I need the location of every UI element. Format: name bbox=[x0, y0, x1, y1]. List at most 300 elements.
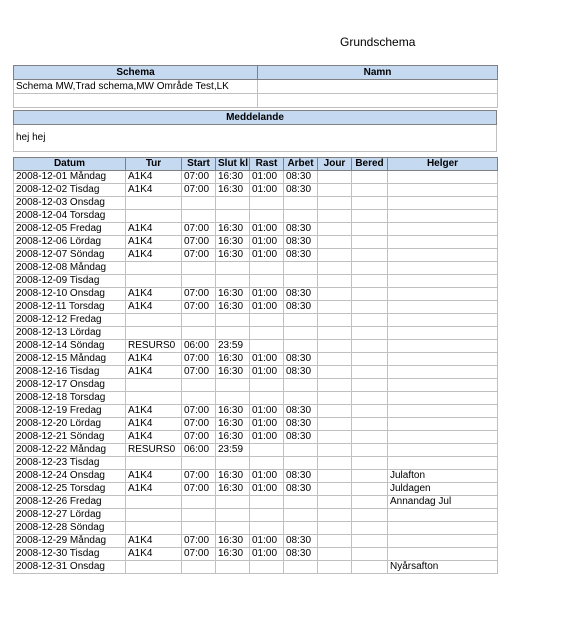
table-row bbox=[14, 184, 498, 197]
cell-start: 06:00 bbox=[182, 444, 216, 457]
table-row bbox=[14, 379, 498, 392]
cell-tur: A1K4 bbox=[126, 405, 182, 418]
cell-start: 07:00 bbox=[182, 171, 216, 184]
cell-jour bbox=[318, 223, 352, 236]
table-row bbox=[14, 496, 498, 509]
cell-slut: 16:30 bbox=[216, 288, 250, 301]
table-row bbox=[14, 236, 498, 249]
cell-tur: A1K4 bbox=[126, 535, 182, 548]
cell-datum: 2008-12-14 Söndag bbox=[14, 340, 126, 353]
cell-arbet bbox=[284, 210, 318, 223]
cell-bered bbox=[352, 236, 388, 249]
cell-arbet: 08:30 bbox=[284, 236, 318, 249]
cell-jour bbox=[318, 210, 352, 223]
schema-header: Schema bbox=[14, 66, 258, 80]
cell-bered bbox=[352, 470, 388, 483]
cell-slut bbox=[216, 457, 250, 470]
cell-arbet: 08:30 bbox=[284, 470, 318, 483]
table-row bbox=[14, 405, 498, 418]
cell-bered bbox=[352, 535, 388, 548]
table-row bbox=[14, 444, 498, 457]
cell-tur: A1K4 bbox=[126, 171, 182, 184]
cell-bered bbox=[352, 288, 388, 301]
cell-tur bbox=[126, 210, 182, 223]
cell-helger bbox=[388, 392, 498, 405]
schema-table bbox=[13, 65, 498, 108]
cell-jour bbox=[318, 457, 352, 470]
cell-tur bbox=[126, 327, 182, 340]
cell-rast: 01:00 bbox=[250, 431, 284, 444]
column-header-rast: Rast bbox=[250, 158, 284, 171]
cell-bered bbox=[352, 457, 388, 470]
cell-helger bbox=[388, 340, 498, 353]
cell-rast: 01:00 bbox=[250, 405, 284, 418]
cell-arbet: 08:30 bbox=[284, 548, 318, 561]
table-row bbox=[14, 418, 498, 431]
table-row bbox=[14, 301, 498, 314]
cell-start bbox=[182, 197, 216, 210]
cell-helger: Julafton bbox=[388, 470, 498, 483]
cell-rast bbox=[250, 444, 284, 457]
cell-arbet bbox=[284, 327, 318, 340]
table-row bbox=[14, 366, 498, 379]
cell-datum: 2008-12-27 Lördag bbox=[14, 509, 126, 522]
cell-bered bbox=[352, 496, 388, 509]
column-header-start: Start bbox=[182, 158, 216, 171]
cell-bered bbox=[352, 431, 388, 444]
cell-slut: 16:30 bbox=[216, 236, 250, 249]
cell-helger bbox=[388, 535, 498, 548]
cell-helger bbox=[388, 418, 498, 431]
cell-datum: 2008-12-23 Tisdag bbox=[14, 457, 126, 470]
cell-helger bbox=[388, 509, 498, 522]
cell-arbet: 08:30 bbox=[284, 418, 318, 431]
cell-start bbox=[182, 210, 216, 223]
cell-helger bbox=[388, 223, 498, 236]
cell-arbet: 08:30 bbox=[284, 353, 318, 366]
cell-tur: A1K4 bbox=[126, 431, 182, 444]
table-row bbox=[14, 327, 498, 340]
namn-header: Namn bbox=[258, 66, 498, 80]
cell-slut: 16:30 bbox=[216, 418, 250, 431]
cell-start bbox=[182, 509, 216, 522]
cell-bered bbox=[352, 314, 388, 327]
column-header-jour: Jour bbox=[318, 158, 352, 171]
table-row bbox=[14, 171, 498, 184]
cell-slut: 16:30 bbox=[216, 301, 250, 314]
table-row bbox=[14, 561, 498, 574]
cell-rast bbox=[250, 275, 284, 288]
namn-empty-cell bbox=[258, 94, 498, 108]
cell-helger: Juldagen bbox=[388, 483, 498, 496]
cell-slut: 16:30 bbox=[216, 548, 250, 561]
cell-slut bbox=[216, 327, 250, 340]
cell-datum: 2008-12-31 Onsdag bbox=[14, 561, 126, 574]
cell-arbet bbox=[284, 561, 318, 574]
cell-tur bbox=[126, 379, 182, 392]
cell-tur: A1K4 bbox=[126, 483, 182, 496]
cell-tur: A1K4 bbox=[126, 184, 182, 197]
cell-datum: 2008-12-07 Söndag bbox=[14, 249, 126, 262]
cell-jour bbox=[318, 249, 352, 262]
cell-arbet: 08:30 bbox=[284, 184, 318, 197]
cell-rast: 01:00 bbox=[250, 249, 284, 262]
cell-slut bbox=[216, 275, 250, 288]
cell-helger bbox=[388, 262, 498, 275]
cell-datum: 2008-12-20 Lördag bbox=[14, 418, 126, 431]
cell-tur: A1K4 bbox=[126, 470, 182, 483]
cell-jour bbox=[318, 327, 352, 340]
cell-bered bbox=[352, 353, 388, 366]
cell-jour bbox=[318, 353, 352, 366]
cell-bered bbox=[352, 405, 388, 418]
cell-helger: Nyårsafton bbox=[388, 561, 498, 574]
schedule-body bbox=[14, 171, 498, 574]
cell-start bbox=[182, 275, 216, 288]
cell-rast bbox=[250, 509, 284, 522]
cell-start: 07:00 bbox=[182, 483, 216, 496]
cell-rast bbox=[250, 314, 284, 327]
cell-jour bbox=[318, 275, 352, 288]
cell-datum: 2008-12-10 Onsdag bbox=[14, 288, 126, 301]
cell-tur bbox=[126, 197, 182, 210]
cell-jour bbox=[318, 522, 352, 535]
cell-rast: 01:00 bbox=[250, 171, 284, 184]
cell-helger bbox=[388, 405, 498, 418]
cell-bered bbox=[352, 275, 388, 288]
cell-start bbox=[182, 379, 216, 392]
cell-slut bbox=[216, 314, 250, 327]
cell-datum: 2008-12-01 Måndag bbox=[14, 171, 126, 184]
cell-rast bbox=[250, 379, 284, 392]
cell-bered bbox=[352, 444, 388, 457]
cell-bered bbox=[352, 340, 388, 353]
cell-jour bbox=[318, 535, 352, 548]
cell-slut bbox=[216, 561, 250, 574]
schedule-header-row bbox=[14, 158, 498, 171]
cell-datum: 2008-12-24 Onsdag bbox=[14, 470, 126, 483]
cell-datum: 2008-12-29 Måndag bbox=[14, 535, 126, 548]
cell-bered bbox=[352, 249, 388, 262]
cell-bered bbox=[352, 418, 388, 431]
cell-jour bbox=[318, 561, 352, 574]
cell-start: 07:00 bbox=[182, 249, 216, 262]
cell-jour bbox=[318, 379, 352, 392]
cell-arbet: 08:30 bbox=[284, 223, 318, 236]
cell-rast: 01:00 bbox=[250, 288, 284, 301]
cell-tur bbox=[126, 561, 182, 574]
cell-rast: 01:00 bbox=[250, 366, 284, 379]
cell-rast bbox=[250, 561, 284, 574]
cell-arbet: 08:30 bbox=[284, 366, 318, 379]
cell-datum: 2008-12-05 Fredag bbox=[14, 223, 126, 236]
cell-arbet bbox=[284, 496, 318, 509]
cell-tur bbox=[126, 522, 182, 535]
cell-tur bbox=[126, 275, 182, 288]
cell-rast: 01:00 bbox=[250, 353, 284, 366]
cell-datum: 2008-12-06 Lördag bbox=[14, 236, 126, 249]
cell-helger bbox=[388, 314, 498, 327]
cell-helger bbox=[388, 210, 498, 223]
cell-bered bbox=[352, 262, 388, 275]
cell-rast bbox=[250, 457, 284, 470]
cell-start: 07:00 bbox=[182, 184, 216, 197]
cell-tur: A1K4 bbox=[126, 223, 182, 236]
cell-rast bbox=[250, 340, 284, 353]
cell-rast bbox=[250, 522, 284, 535]
cell-bered bbox=[352, 184, 388, 197]
cell-jour bbox=[318, 392, 352, 405]
cell-helger bbox=[388, 275, 498, 288]
cell-jour bbox=[318, 184, 352, 197]
cell-start: 07:00 bbox=[182, 366, 216, 379]
table-row bbox=[14, 548, 498, 561]
table-row bbox=[14, 431, 498, 444]
message-table bbox=[13, 110, 497, 152]
cell-bered bbox=[352, 522, 388, 535]
cell-datum: 2008-12-15 Måndag bbox=[14, 353, 126, 366]
cell-tur: A1K4 bbox=[126, 301, 182, 314]
cell-bered bbox=[352, 509, 388, 522]
cell-jour bbox=[318, 483, 352, 496]
cell-rast bbox=[250, 197, 284, 210]
table-row bbox=[14, 249, 498, 262]
cell-helger bbox=[388, 171, 498, 184]
cell-tur bbox=[126, 509, 182, 522]
cell-jour bbox=[318, 288, 352, 301]
cell-slut bbox=[216, 379, 250, 392]
cell-arbet bbox=[284, 314, 318, 327]
cell-jour bbox=[318, 509, 352, 522]
cell-tur bbox=[126, 457, 182, 470]
cell-helger bbox=[388, 249, 498, 262]
cell-helger bbox=[388, 379, 498, 392]
table-row bbox=[14, 340, 498, 353]
cell-tur bbox=[126, 262, 182, 275]
cell-datum: 2008-12-09 Tisdag bbox=[14, 275, 126, 288]
cell-start: 07:00 bbox=[182, 418, 216, 431]
table-row bbox=[14, 353, 498, 366]
cell-datum: 2008-12-28 Söndag bbox=[14, 522, 126, 535]
cell-rast: 01:00 bbox=[250, 535, 284, 548]
cell-helger bbox=[388, 301, 498, 314]
table-row bbox=[14, 210, 498, 223]
table-row bbox=[14, 392, 498, 405]
cell-rast bbox=[250, 210, 284, 223]
cell-start bbox=[182, 496, 216, 509]
cell-arbet bbox=[284, 509, 318, 522]
cell-arbet bbox=[284, 197, 318, 210]
cell-slut bbox=[216, 496, 250, 509]
cell-jour bbox=[318, 431, 352, 444]
cell-bered bbox=[352, 223, 388, 236]
cell-start bbox=[182, 327, 216, 340]
cell-slut bbox=[216, 197, 250, 210]
schema-value: Schema MW,Trad schema,MW Område Test,LK bbox=[14, 80, 258, 94]
cell-datum: 2008-12-03 Onsdag bbox=[14, 197, 126, 210]
cell-helger bbox=[388, 197, 498, 210]
cell-datum: 2008-12-19 Fredag bbox=[14, 405, 126, 418]
cell-slut bbox=[216, 262, 250, 275]
column-header-bered: Bered bbox=[352, 158, 388, 171]
cell-slut: 16:30 bbox=[216, 249, 250, 262]
cell-slut: 16:30 bbox=[216, 366, 250, 379]
cell-start bbox=[182, 457, 216, 470]
cell-slut: 16:30 bbox=[216, 431, 250, 444]
cell-helger bbox=[388, 353, 498, 366]
namn-value bbox=[258, 80, 498, 94]
cell-rast bbox=[250, 496, 284, 509]
cell-tur: A1K4 bbox=[126, 288, 182, 301]
schema-empty-cell bbox=[14, 94, 258, 108]
cell-arbet: 08:30 bbox=[284, 249, 318, 262]
cell-arbet bbox=[284, 444, 318, 457]
cell-slut: 23:59 bbox=[216, 340, 250, 353]
column-header-datum: Datum bbox=[14, 158, 126, 171]
cell-jour bbox=[318, 197, 352, 210]
cell-slut bbox=[216, 210, 250, 223]
cell-rast: 01:00 bbox=[250, 548, 284, 561]
cell-tur: RESURS0 bbox=[126, 340, 182, 353]
cell-helger: Annandag Jul bbox=[388, 496, 498, 509]
cell-slut: 23:59 bbox=[216, 444, 250, 457]
cell-slut: 16:30 bbox=[216, 470, 250, 483]
schedule-table bbox=[13, 157, 498, 574]
cell-bered bbox=[352, 483, 388, 496]
column-header-arbet: Arbet bbox=[284, 158, 318, 171]
message-header: Meddelande bbox=[14, 111, 497, 125]
cell-bered bbox=[352, 379, 388, 392]
cell-tur: A1K4 bbox=[126, 366, 182, 379]
table-row bbox=[14, 522, 498, 535]
cell-rast: 01:00 bbox=[250, 223, 284, 236]
cell-datum: 2008-12-18 Torsdag bbox=[14, 392, 126, 405]
cell-arbet: 08:30 bbox=[284, 431, 318, 444]
cell-start: 07:00 bbox=[182, 548, 216, 561]
message-text: hej hej bbox=[14, 125, 497, 152]
cell-jour bbox=[318, 236, 352, 249]
cell-helger bbox=[388, 184, 498, 197]
cell-start: 07:00 bbox=[182, 431, 216, 444]
cell-bered bbox=[352, 392, 388, 405]
cell-datum: 2008-12-30 Tisdag bbox=[14, 548, 126, 561]
column-header-slut: Slut kl bbox=[216, 158, 250, 171]
cell-datum: 2008-12-11 Torsdag bbox=[14, 301, 126, 314]
cell-arbet: 08:30 bbox=[284, 405, 318, 418]
cell-rast: 01:00 bbox=[250, 418, 284, 431]
cell-helger bbox=[388, 548, 498, 561]
cell-arbet bbox=[284, 340, 318, 353]
cell-slut: 16:30 bbox=[216, 353, 250, 366]
column-header-helger: Helger bbox=[388, 158, 498, 171]
table-row bbox=[14, 509, 498, 522]
cell-jour bbox=[318, 171, 352, 184]
table-row bbox=[14, 288, 498, 301]
table-row bbox=[14, 457, 498, 470]
cell-tur bbox=[126, 314, 182, 327]
cell-tur: A1K4 bbox=[126, 353, 182, 366]
page-title: Grundschema bbox=[340, 35, 416, 49]
cell-jour bbox=[318, 340, 352, 353]
cell-slut: 16:30 bbox=[216, 223, 250, 236]
table-row bbox=[14, 314, 498, 327]
cell-slut: 16:30 bbox=[216, 535, 250, 548]
cell-jour bbox=[318, 262, 352, 275]
cell-jour bbox=[318, 496, 352, 509]
cell-datum: 2008-12-12 Fredag bbox=[14, 314, 126, 327]
cell-jour bbox=[318, 444, 352, 457]
cell-arbet bbox=[284, 275, 318, 288]
cell-start bbox=[182, 561, 216, 574]
cell-jour bbox=[318, 548, 352, 561]
table-row bbox=[14, 535, 498, 548]
cell-bered bbox=[352, 327, 388, 340]
table-row bbox=[14, 262, 498, 275]
cell-tur: RESURS0 bbox=[126, 444, 182, 457]
cell-start: 07:00 bbox=[182, 236, 216, 249]
cell-datum: 2008-12-08 Måndag bbox=[14, 262, 126, 275]
cell-rast bbox=[250, 262, 284, 275]
table-row bbox=[14, 275, 498, 288]
cell-jour bbox=[318, 366, 352, 379]
cell-arbet: 08:30 bbox=[284, 535, 318, 548]
cell-bered bbox=[352, 171, 388, 184]
cell-bered bbox=[352, 210, 388, 223]
cell-helger bbox=[388, 431, 498, 444]
cell-rast: 01:00 bbox=[250, 301, 284, 314]
cell-tur: A1K4 bbox=[126, 249, 182, 262]
cell-datum: 2008-12-25 Torsdag bbox=[14, 483, 126, 496]
cell-bered bbox=[352, 366, 388, 379]
table-row bbox=[14, 197, 498, 210]
cell-tur bbox=[126, 496, 182, 509]
cell-helger bbox=[388, 288, 498, 301]
cell-start: 07:00 bbox=[182, 535, 216, 548]
cell-rast: 01:00 bbox=[250, 483, 284, 496]
cell-start: 07:00 bbox=[182, 353, 216, 366]
cell-tur: A1K4 bbox=[126, 418, 182, 431]
table-row bbox=[14, 223, 498, 236]
cell-datum: 2008-12-13 Lördag bbox=[14, 327, 126, 340]
cell-datum: 2008-12-22 Måndag bbox=[14, 444, 126, 457]
cell-slut: 16:30 bbox=[216, 184, 250, 197]
cell-tur: A1K4 bbox=[126, 236, 182, 249]
cell-tur: A1K4 bbox=[126, 548, 182, 561]
cell-bered bbox=[352, 301, 388, 314]
cell-start: 07:00 bbox=[182, 470, 216, 483]
cell-datum: 2008-12-17 Onsdag bbox=[14, 379, 126, 392]
cell-start: 06:00 bbox=[182, 340, 216, 353]
cell-start bbox=[182, 262, 216, 275]
table-row bbox=[14, 483, 498, 496]
cell-arbet: 08:30 bbox=[284, 171, 318, 184]
cell-rast bbox=[250, 327, 284, 340]
cell-slut: 16:30 bbox=[216, 483, 250, 496]
cell-arbet bbox=[284, 392, 318, 405]
cell-rast: 01:00 bbox=[250, 184, 284, 197]
cell-slut bbox=[216, 509, 250, 522]
cell-start: 07:00 bbox=[182, 288, 216, 301]
cell-slut bbox=[216, 392, 250, 405]
cell-start: 07:00 bbox=[182, 301, 216, 314]
cell-slut bbox=[216, 522, 250, 535]
cell-start bbox=[182, 522, 216, 535]
cell-jour bbox=[318, 301, 352, 314]
cell-arbet bbox=[284, 262, 318, 275]
cell-start bbox=[182, 392, 216, 405]
cell-datum: 2008-12-16 Tisdag bbox=[14, 366, 126, 379]
cell-jour bbox=[318, 405, 352, 418]
